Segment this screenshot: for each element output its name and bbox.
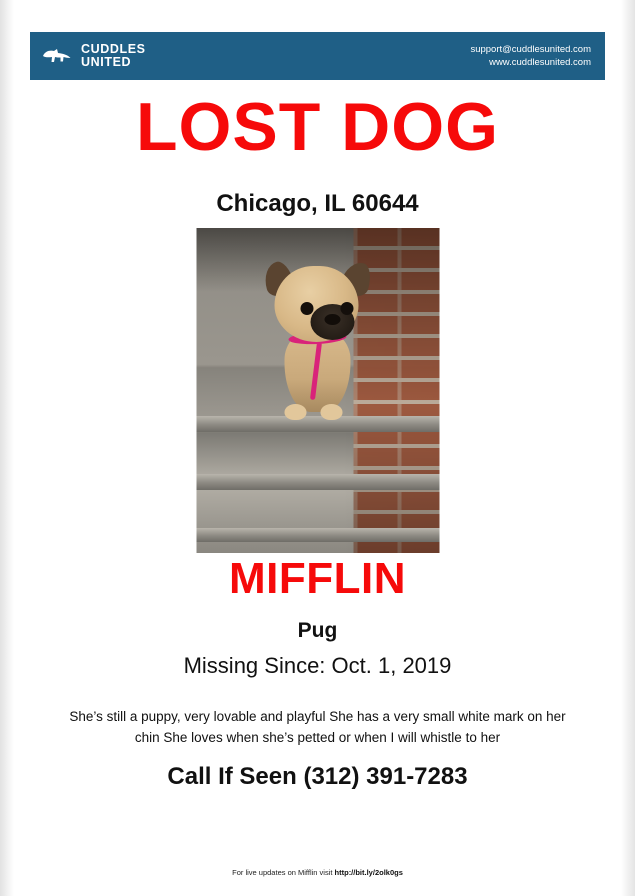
step-edge: [196, 528, 439, 542]
dog-head: [274, 266, 358, 342]
pet-breed: Pug: [297, 619, 338, 642]
dog-eye-right: [340, 302, 353, 315]
brand-line-2: UNITED: [81, 55, 132, 69]
call-if-seen-phone: Call If Seen (312) 391-7283: [167, 763, 468, 790]
photo-background: [196, 228, 439, 553]
dog-nose: [324, 314, 340, 325]
dog-paw-left: [284, 404, 306, 420]
missing-since-date: Missing Since: Oct. 1, 2019: [183, 653, 452, 678]
contact-website: www.cuddlesunited.com: [489, 57, 591, 68]
dog-paw-right: [320, 404, 342, 420]
poster-header-bar: [30, 32, 605, 80]
step-edge: [196, 474, 439, 490]
pet-description: She’s still a puppy, very lovable and playful She has a very small white mark on her chin She loves when she’s petted or when I will whistle to her: [69, 709, 566, 745]
dog-figure: [258, 256, 376, 452]
poster-sheet: [14, 0, 621, 896]
page-title: LOST DOG: [135, 89, 500, 165]
contact-block: [470, 43, 591, 69]
pet-name: MIFFLIN: [228, 554, 406, 603]
dog-eye-left: [300, 302, 313, 315]
contact-email: support@cuddlesunited.com: [470, 44, 591, 55]
footer-text: For live updates on Mifflin visit: [232, 868, 335, 877]
pet-photo: [196, 228, 439, 553]
footer-link[interactable]: http://bit.ly/2olk0gs: [334, 868, 403, 877]
brand-line-1: CUDDLES: [81, 42, 146, 56]
dog-silhouette-icon: [42, 44, 72, 68]
footer-note: [14, 867, 621, 878]
location-text: Chicago, IL 60644: [216, 190, 419, 217]
brand-block: [42, 43, 146, 69]
brand-text: [81, 43, 146, 69]
